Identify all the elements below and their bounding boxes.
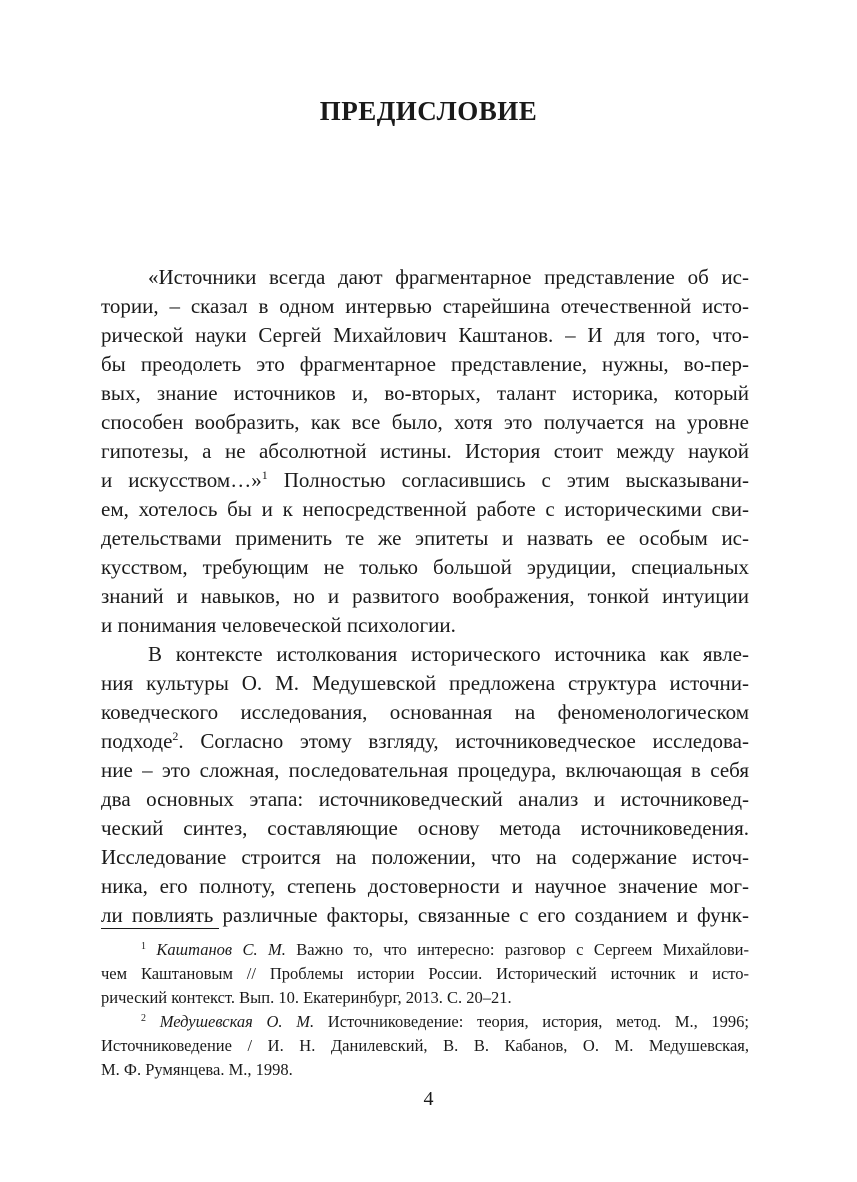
paragraph-1	[101, 263, 749, 640]
text-line: В контексте истолкования исторического источника как явле-	[148, 642, 749, 666]
page-number: 4	[423, 1088, 434, 1110]
text-fragment: подходе	[101, 729, 173, 753]
text-line: коведческого исследования, основанная на феноменологическом	[101, 700, 749, 724]
paragraph-2	[101, 640, 749, 930]
footnote-1	[101, 938, 749, 1010]
text-line: ем, хотелось бы и к непосредственной работе с историческими сви-	[101, 497, 749, 521]
text-line: ние – это сложная, последовательная процедура, включающая в себя	[101, 758, 749, 782]
footnote-author: Медушевская О. М.	[159, 1012, 315, 1031]
footnote-text: Источниковедение: теория, история, метод. М., 1996;	[314, 1012, 750, 1031]
text-fragment: Полностью согласившись с этим высказывани-	[267, 468, 749, 492]
footnote-line	[101, 938, 749, 962]
text-line: ли повлиять различные факторы, связанные с его созданием и функ-	[101, 903, 749, 927]
text-line: гипотезы, а не абсолютной истины. История стоит между наукой	[101, 439, 749, 463]
footnote-line: Источниковедение / И. Н. Данилевский, В. В. Кабанов, О. М. Медушевская,	[101, 1036, 749, 1055]
text-fragment: . Согласно этому взгляду, источниковедческое исследова-	[178, 729, 749, 753]
text-line: ния культуры О. М. Медушевской предложена структура источни-	[101, 671, 749, 695]
text-line: вых, знание источников и, во-вторых, талант историка, который	[101, 381, 749, 405]
footnote-mark: 1	[141, 941, 146, 952]
page-title: ПРЕДИСЛОВИЕ	[319, 96, 538, 126]
text-line	[101, 727, 749, 756]
text-line: детельствами применить те же эпитеты и назвать ее особым ис-	[101, 526, 749, 550]
text-line: рической науки Сергей Михайлович Каштанов. – И для того, что-	[101, 323, 749, 347]
footnote-mark: 2	[141, 1013, 146, 1024]
main-text	[101, 263, 749, 930]
text-fragment: и искусством…»	[101, 468, 262, 492]
text-line	[101, 466, 749, 495]
text-line: ческий синтез, составляющие основу метода источниковедения.	[101, 816, 749, 840]
text-line: два основных этапа: источниковедческий анализ и источниковед-	[101, 787, 749, 811]
footnote-text: Важно то, что интересно: разговор с Сергеем Михайлови-	[285, 940, 749, 959]
footnote-author: Каштанов С. М.	[156, 940, 286, 959]
text-line: способен вообразить, как все было, хотя это получается на уровне	[101, 410, 749, 434]
text-line: бы преодолеть это фрагментарное представление, нужны, во-пер-	[101, 352, 749, 376]
footnote-ref-1: 1	[261, 468, 268, 482]
footnotes	[101, 938, 749, 1082]
text-line: тории, – сказал в одном интервью старейшина отечественной исто-	[101, 294, 749, 318]
footnote-line: чем Каштановым // Проблемы истории России. Исторический источник и исто-	[101, 964, 749, 983]
text-line: знаний и навыков, но и развитого воображения, тонкой интуиции	[101, 584, 749, 608]
text-line: и понимания человеческой психологии.	[101, 613, 456, 637]
footnote-2	[101, 1010, 749, 1082]
footnote-line	[101, 1010, 749, 1034]
footnote-line: М. Ф. Румянцева. М., 1998.	[101, 1060, 293, 1079]
text-line: кусством, требующим не только большой эрудиции, специальных	[101, 555, 749, 579]
text-line: Исследование строится на положении, что на содержание источ-	[101, 845, 749, 869]
footnote-ref-2: 2	[172, 729, 179, 743]
footnote-divider	[101, 928, 219, 929]
text-line: «Источники всегда дают фрагментарное представление об ис-	[148, 265, 749, 289]
text-line: ника, его полноту, степень достоверности и научное значение мог-	[101, 874, 749, 898]
footnote-line: рический контекст. Вып. 10. Екатеринбург, 2013. С. 20–21.	[101, 988, 512, 1007]
